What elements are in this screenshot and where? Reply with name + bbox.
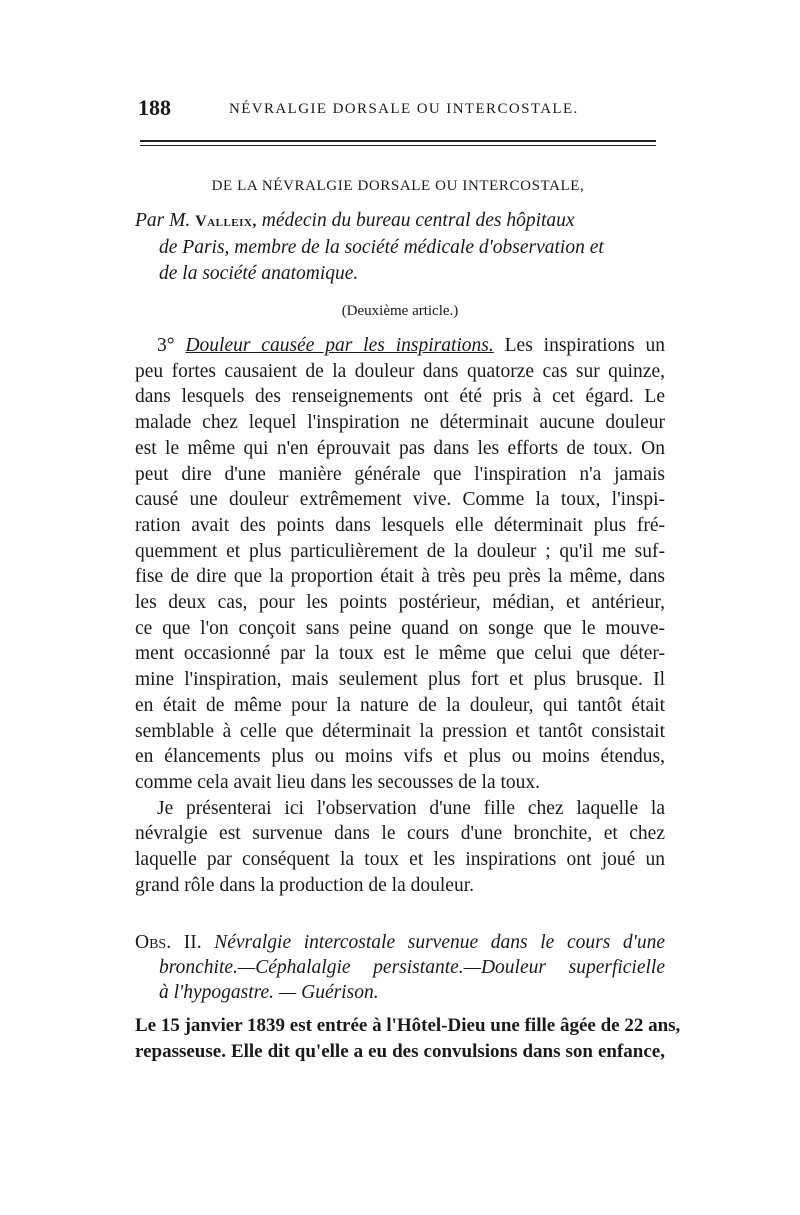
paragraph-1-first-line bbox=[135, 333, 665, 359]
observation-title-1: Névralgie intercostale survenue dans le cours d'une bbox=[214, 932, 666, 953]
text-line: névralgie est survenue dans le cours d'une bronchite, et chez bbox=[135, 823, 665, 845]
text-line: est le même qui n'en éprouvait pas dans les efforts de toux. On bbox=[135, 437, 665, 459]
author-line-3: de la société anatomique. bbox=[159, 263, 359, 284]
text-line: malade chez lequel l'inspiration ne déterminait aucune douleur bbox=[135, 412, 665, 434]
section-number: 3° bbox=[157, 335, 175, 356]
text-line: en était de même pour la nature de la douleur, qui tantôt était bbox=[135, 694, 665, 716]
text-line: semblable à celle que déterminait la pression et tantôt consistait bbox=[135, 720, 665, 742]
author-line-2: de Paris, membre de la société médicale d'observation et bbox=[159, 237, 604, 258]
text-line: peut dire d'une manière générale que l'inspiration n'a jamais bbox=[135, 463, 665, 485]
observation-line-3: à l'hypogastre. — Guérison. bbox=[159, 982, 379, 1003]
text-line: dans lesquels des renseignements ont été pris à cet égard. Le bbox=[135, 386, 665, 408]
text-line: grand rôle dans la production de la douleur. bbox=[135, 874, 474, 896]
text-line: peu fortes causaient de la douleur dans quatorze cas sur quinze, bbox=[135, 360, 665, 382]
text-line: fise de dire que la proportion était à très peu près la même, dans bbox=[135, 566, 665, 588]
author-prefix: Par M. bbox=[135, 210, 191, 231]
section-heading: Douleur causée par les inspirations. bbox=[185, 335, 494, 356]
text-line: ce que l'on conçoit sans peine quand on songe que le mouve- bbox=[135, 617, 665, 639]
author-name: Valleix, bbox=[195, 213, 257, 230]
page-header bbox=[134, 95, 666, 125]
header-rule-thin bbox=[140, 145, 656, 146]
article-subtitle: (Deuxième article.) bbox=[341, 303, 459, 319]
observation-line-2: bronchite.—Céphalalgie persistante.—Douleur superficielle bbox=[159, 957, 665, 978]
case-text bbox=[135, 1013, 681, 1065]
text-line: laquelle par conséquent la toux et les inspirations ont joué un bbox=[135, 849, 665, 871]
text-line: comme cela avait lieu dans les secousses de la toux. bbox=[135, 771, 541, 793]
page-number: 188 bbox=[138, 95, 171, 120]
text-line: Je présenterai ici l'observation d'une fille chez laquelle la bbox=[157, 797, 665, 819]
text-line: causé une douleur extrêmement vive. Comme la toux, l'inspi- bbox=[135, 489, 665, 511]
author-line-1 bbox=[135, 208, 665, 235]
text-line: en élancements plus ou moins vifs et plus ou moins étendus, bbox=[135, 746, 665, 768]
text-line: Le 15 janvier 1839 est entrée à l'Hôtel-Dieu une fille âgée de 22 ans, bbox=[135, 1015, 681, 1036]
text-line: ment occasionné par la toux est le même que celui que déter- bbox=[135, 643, 665, 665]
header-rule-thick bbox=[140, 140, 656, 142]
observation-line-1 bbox=[135, 930, 665, 955]
text-line: repasseuse. Elle dit qu'elle a eu des convulsions dans son enfance, bbox=[135, 1041, 665, 1062]
article-title: DE LA NÉVRALGIE DORSALE OU INTERCOSTALE, bbox=[211, 178, 585, 194]
running-head: NÉVRALGIE DORSALE OU INTERCOSTALE. bbox=[229, 101, 579, 117]
body-text bbox=[135, 333, 665, 898]
author-role: médecin du bureau central des hôpitaux bbox=[261, 210, 575, 231]
text-line: mine l'inspiration, mais seulement plus fort et plus brusque. Il bbox=[135, 669, 665, 691]
text-line: quemment et plus particulièrement de la douleur ; qu'il me suf- bbox=[135, 540, 665, 562]
author-block bbox=[135, 208, 665, 287]
text-line: ration avait des points dans lesquels elle déterminait plus fré- bbox=[135, 514, 665, 536]
text-line: les deux cas, pour les points postérieur, médian, et antérieur, bbox=[135, 592, 665, 614]
text-line: Les inspirations un bbox=[504, 335, 666, 356]
observation-heading bbox=[135, 930, 665, 1005]
observation-label: Obs. II. bbox=[135, 932, 202, 953]
